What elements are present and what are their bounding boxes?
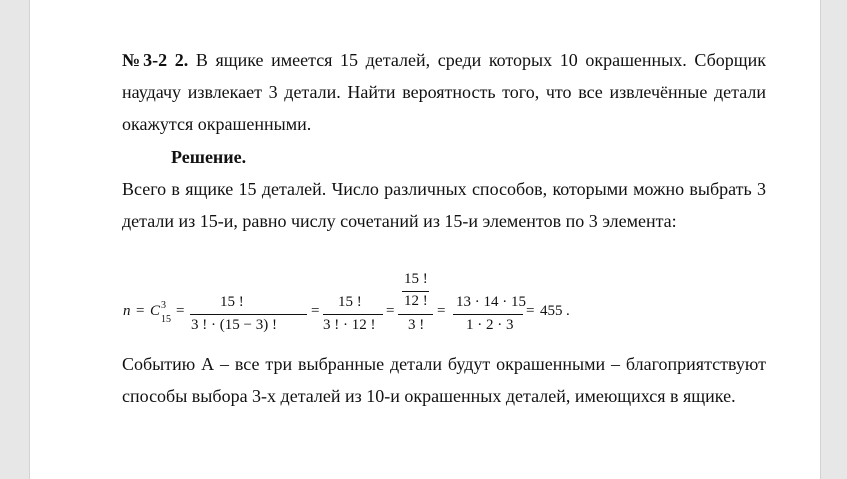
formula-period: . [566,303,570,319]
fraction4-bar [453,314,523,315]
fraction1-bar [190,314,307,315]
fraction2-bar [323,314,383,315]
formula-equals: = [526,303,535,319]
formula-equals: = [136,303,145,319]
problem-paragraph [122,44,766,140]
formula-c-subscript: 15 [161,314,171,325]
formula-c-superscript: 3 [161,300,166,311]
problem-number: №3-2 2. [122,50,189,70]
formula-c: C [150,303,161,319]
formula-equals: = [386,303,395,319]
solution-paragraph-2: Событию А – все три выбранные детали будут окрашенными – благоприятствуют способы выбора 3-х деталей из 10-и окрашенных деталей, имеющихся в ящике. [122,354,766,406]
fraction3-denominator: 3 ! [408,317,425,333]
problem-text: В ящике имеется 15 деталей, среди которых 10 окрашенных. Сборщик наудачу извлекает 3 детали. Найти вероятность того, что все извлечённые детали окажутся окрашенными. [122,50,766,134]
solution-heading: Решение. [171,147,247,167]
fraction3-bar [398,314,433,315]
fraction4-denominator: 1 · 2 · 3 [466,317,514,333]
fraction1-numerator: 15 ! [220,294,244,310]
formula-equals: = [311,303,320,319]
combination-formula [123,262,583,342]
fraction2-numerator: 15 ! [338,294,362,310]
formula-n: n [123,303,131,319]
solution-paragraph-1: Всего в ящике 15 деталей. Число различных способов, которыми можно выбрать 3 детали из 15-и, равно числу сочетаний из 15-и элементов по 3 элемента: [122,179,766,231]
formula-result: 455 [540,303,563,319]
fraction3-inner-bar [402,291,429,292]
formula-equals: = [176,303,185,319]
fraction3-inner-numerator: 15 ! [404,271,428,287]
fraction4-numerator: 13 · 14 · 15 [456,294,526,310]
document-page [29,0,821,479]
fraction1-denominator: 3 ! · (15 − 3) ! [191,317,277,333]
formula-equals: = [437,303,446,319]
fraction3-inner-denominator: 12 ! [404,293,428,309]
fraction2-denominator: 3 ! · 12 ! [323,317,376,333]
